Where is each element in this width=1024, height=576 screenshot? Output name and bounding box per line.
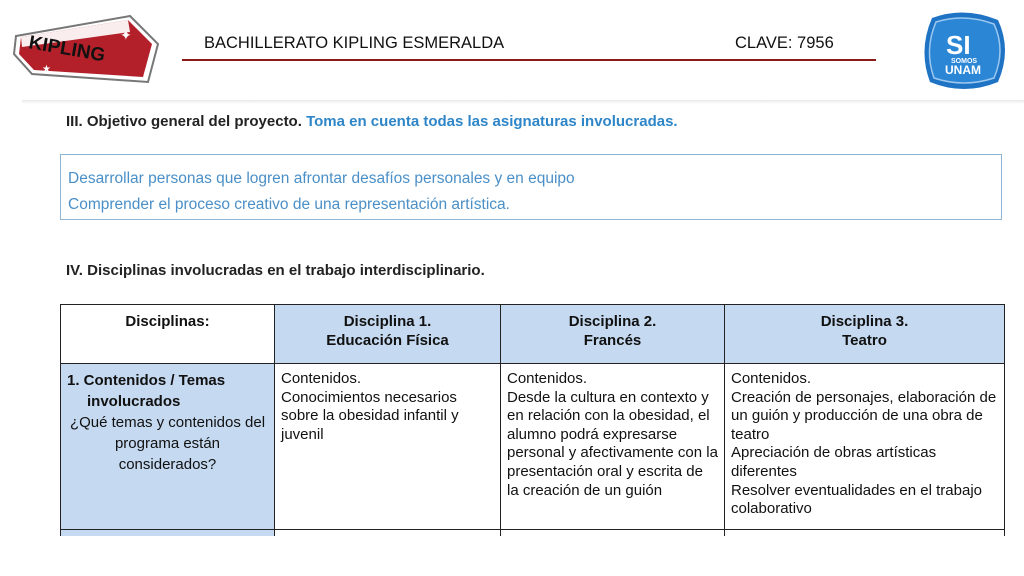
- table-cell: [501, 364, 725, 530]
- table-header-cell: [275, 305, 501, 364]
- table-header-cell: [725, 305, 1005, 364]
- crop-mask: [0, 536, 1024, 576]
- unam-logo-si: SI: [946, 30, 971, 60]
- school-name: BACHILLERATO KIPLING ESMERALDA: [204, 34, 505, 52]
- row-title: 1. Contenidos / Temas: [67, 372, 226, 389]
- school-code: CLAVE: 7956: [735, 34, 834, 52]
- header-line: Educación Física: [326, 332, 449, 349]
- unam-logo: [918, 10, 1010, 92]
- section-3-hint: Toma en cuenta todas las asignaturas involucradas.: [306, 113, 678, 130]
- table-header-row: [61, 305, 1005, 364]
- objective-box: [60, 154, 1002, 220]
- table-cell: [275, 364, 501, 530]
- header-line: Disciplina 1.: [343, 313, 432, 330]
- cell-line: Contenidos.: [281, 370, 362, 387]
- kipling-logo-text: KIPLING: [27, 32, 107, 67]
- row-title: involucrados: [87, 393, 181, 410]
- header-divider: [182, 59, 876, 61]
- disciplines-table: [60, 304, 1005, 560]
- cell-line: Resolver eventualidades en el trabajo colaborativo: [731, 481, 982, 518]
- document-edge: [22, 100, 1024, 104]
- header-line: Disciplina 2.: [568, 313, 657, 330]
- table-header-cell: [501, 305, 725, 364]
- unam-logo-somos: SOMOS: [951, 58, 978, 65]
- cell-line: Apreciación de obras artísticas diferentes: [731, 444, 937, 480]
- table-row: [61, 364, 1005, 530]
- header-line: Teatro: [842, 332, 887, 349]
- cell-line: Contenidos.: [507, 370, 588, 387]
- table-header-cell: [61, 305, 275, 364]
- cell-line: Conocimientos necesarios sobre la obesidad infantil y juvenil: [281, 388, 459, 443]
- section-3-title: III. Objetivo general del proyecto.: [66, 113, 302, 130]
- objective-line: Desarrollar personas que logren afrontar desafíos personales y en equipo: [68, 170, 575, 187]
- header-line: Disciplinas:: [125, 313, 210, 330]
- header-line: Disciplina 3.: [820, 313, 909, 330]
- section-3-heading: [66, 113, 678, 130]
- kipling-logo: [12, 14, 160, 86]
- table-cell: [725, 364, 1005, 530]
- section-4-heading: IV. Disciplinas involucradas en el trabajo interdisciplinario.: [66, 262, 485, 279]
- row-question: ¿Qué temas y contenidos del programa están considerados?: [69, 414, 266, 473]
- objective-line: Comprender el proceso creativo de una representación artística.: [68, 196, 510, 213]
- cell-line: Creación de personajes, elaboración de un guión y producción de una obra de teatro: [731, 388, 997, 443]
- row-header-cell: [61, 364, 275, 530]
- svg-text:✦: ✦: [120, 28, 132, 44]
- unam-logo-unam: UNAM: [945, 63, 981, 77]
- cell-line: Desde la cultura en contexto y en relación con la obesidad, el alumno podrá expresarse personal y afectivamente con la presentación oral y escrita de la creación de un guión: [507, 388, 718, 499]
- svg-text:★: ★: [42, 64, 51, 75]
- cell-line: Contenidos.: [731, 370, 812, 387]
- header-line: Francés: [583, 332, 642, 349]
